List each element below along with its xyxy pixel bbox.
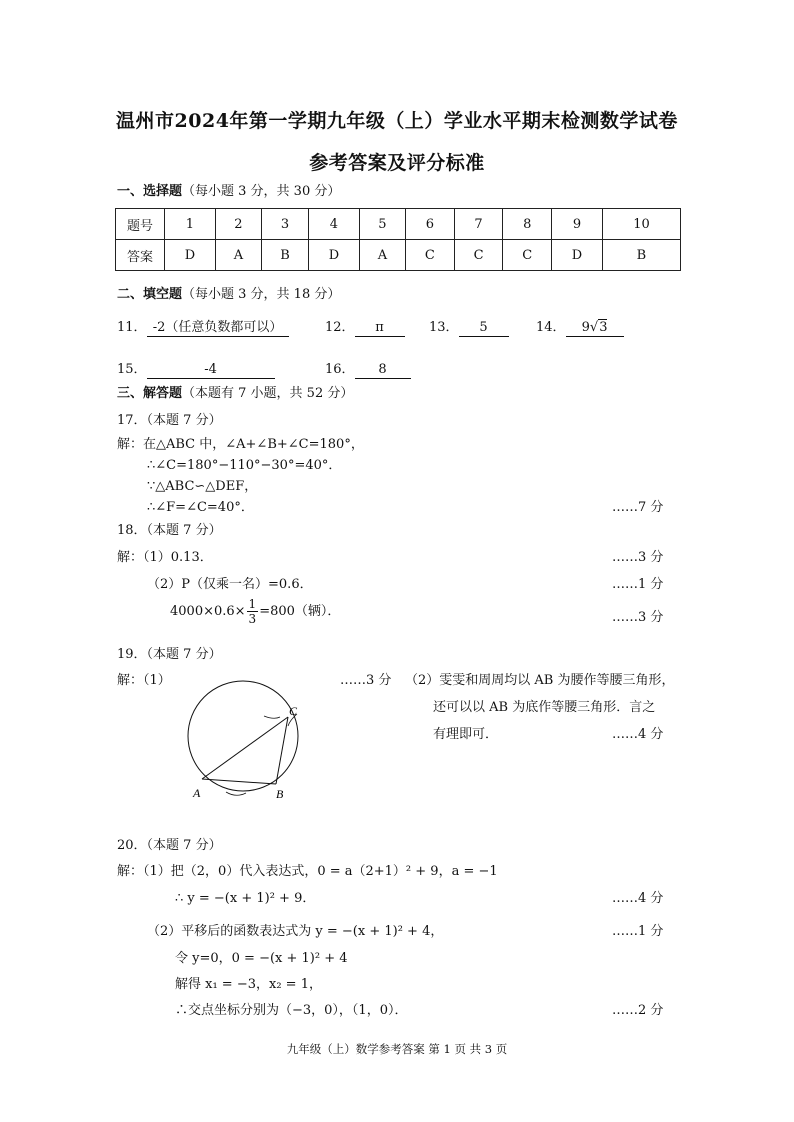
q12-answer: π (355, 320, 405, 337)
q19-part2-line-1: （2）雯雯和周周均以 AB 为腰作等腰三角形， (405, 673, 675, 688)
table-cell: C (406, 240, 455, 271)
fraction-denominator: 3 (248, 612, 257, 626)
q19-part2-line-3: 有理即可． (433, 727, 499, 742)
table-cell: 6 (406, 209, 455, 240)
q20-line-4: 令 y=0，0 = −(x + 1)² + 4 (175, 951, 348, 966)
section-fill-note: （每小题 3 分，共 18 分） (182, 287, 341, 302)
q17-heading: 17．（本题 7 分） (117, 413, 222, 428)
section-solve-title (117, 382, 353, 401)
q12-number: 12． (325, 320, 355, 335)
fraction-numerator: 1 (248, 597, 257, 611)
q13-answer: 5 (459, 320, 509, 337)
table-cell: 8 (503, 209, 552, 240)
q19-score-1: ……3 分 (340, 673, 392, 688)
q19-part2-line-2: 还可以以 AB 为底作等腰三角形．言之 (433, 700, 656, 715)
answer-table-number-row (116, 209, 681, 240)
q20-line-2: ∴ y = −(x + 1)² + 9． (175, 891, 316, 906)
table-cell: 4 (308, 209, 359, 240)
q17-line-3: ∵△ABC∽△DEF， (147, 479, 258, 494)
table-cell: D (308, 240, 359, 271)
q19-score-2: ……4 分 (612, 727, 664, 742)
section-fill-head: 二、填空题 (117, 287, 183, 302)
one-third-fraction (247, 597, 259, 626)
fill-q16 (325, 358, 411, 379)
table-cell: 7 (454, 209, 503, 240)
q18-expression-right: =800（辆）． (259, 604, 341, 619)
table-cell: B (602, 240, 680, 271)
table-cell: C (454, 240, 503, 271)
q14-answer (566, 320, 624, 337)
q11-number: 11． (117, 320, 147, 335)
table-cell: 1 (165, 209, 216, 240)
q17-line-2: ∴∠C=180°−110°−30°=40°． (147, 458, 342, 473)
q18-line-3 (170, 597, 340, 626)
q20-score-3: ……2 分 (612, 1003, 664, 1018)
q18-score-2: ……1 分 (612, 577, 664, 592)
point-label-c: C (289, 704, 298, 718)
section-solve-head: 三、解答题 (117, 386, 183, 401)
q11-answer: -2（任意负数都可以） (147, 320, 289, 337)
fill-q14 (536, 316, 624, 337)
fill-q12 (325, 316, 405, 337)
segment-ac (202, 717, 288, 779)
row-label-answer: 答案 (116, 240, 165, 271)
q20-line-5: 解得 x₁ = −3，x₂ = 1， (175, 977, 322, 992)
q20-line-3: （2）平移后的函数表达式为 y = −(x + 1)² + 4， (147, 924, 444, 939)
fill-q15 (117, 358, 275, 379)
table-cell: B (262, 240, 309, 271)
row-label-number: 题号 (116, 209, 165, 240)
q20-score-2: ……1 分 (612, 924, 664, 939)
section-choice-title (117, 180, 340, 199)
q15-answer: -4 (147, 362, 275, 379)
q14-radicand: 3 (599, 320, 608, 335)
q20-heading: 20．（本题 7 分） (117, 838, 222, 853)
q20-score-1: ……4 分 (612, 891, 664, 906)
document-subtitle: 参考答案及评分标准 (309, 152, 485, 174)
segment-ab (202, 779, 276, 784)
q18-expression-left: 4000×0.6× (170, 604, 246, 619)
table-cell: 2 (215, 209, 261, 240)
table-cell: D (552, 240, 603, 271)
q20-line-6: ∴交点坐标分别为（−3，0），（1，0）． (175, 1003, 408, 1018)
table-cell: D (165, 240, 216, 271)
section-solve-note: （本题有 7 小题，共 52 分） (182, 386, 354, 401)
q18-heading: 18．（本题 7 分） (117, 523, 222, 538)
q18-score-1: ……3 分 (612, 550, 664, 565)
q18-line-2: （2）P（仅乘一名）=0.6． (147, 577, 313, 592)
section-choice-head: 一、选择题 (117, 184, 183, 199)
fill-q11 (117, 316, 289, 337)
section-fill-title (117, 283, 340, 302)
q18-line-1: 解：（1）0.13． (117, 550, 213, 565)
page-footer: 九年级（上）数学参考答案 第 1 页 共 3 页 (286, 1042, 508, 1056)
document-title: 温州市2024年第一学期九年级（上）学业水平期末检测数学试卷 (116, 110, 678, 132)
fill-q13 (429, 316, 509, 337)
q20-line-1: 解：（1）把（2，0）代入表达式，0 = a（2+1）² + 9，a = −1 (117, 864, 498, 879)
circle-triangle-figure (180, 680, 320, 804)
section-choice-note: （每小题 3 分，共 30 分） (182, 184, 341, 199)
table-cell: A (359, 240, 405, 271)
q15-number: 15． (117, 362, 147, 377)
q14-coefficient: 9 (581, 320, 590, 335)
circle-shape (188, 681, 298, 791)
answer-table (115, 208, 681, 271)
answer-table-answer-row (116, 240, 681, 271)
q19-line-1: 解：（1） (117, 673, 171, 688)
q16-answer: 8 (355, 362, 411, 379)
arc-mark-lower (226, 792, 246, 795)
arc-mark-upper (264, 716, 280, 718)
table-cell: A (215, 240, 261, 271)
q17-score: ……7 分 (612, 500, 664, 515)
point-label-a: A (193, 786, 201, 800)
q13-number: 13． (429, 320, 459, 335)
table-cell: 9 (552, 209, 603, 240)
table-cell: 5 (359, 209, 405, 240)
q16-number: 16． (325, 362, 355, 377)
q17-line-4: ∴∠F=∠C=40°． (147, 500, 254, 515)
q14-number: 14． (536, 320, 566, 335)
table-cell: 10 (602, 209, 680, 240)
sqrt-symbol: √ (589, 320, 599, 335)
q19-heading: 19．（本题 7 分） (117, 647, 222, 662)
point-label-b: B (276, 787, 284, 801)
q17-line-1: 解：在△ABC 中，∠A+∠B+∠C=180°， (117, 437, 364, 452)
segment-bc (276, 717, 288, 784)
table-cell: 3 (262, 209, 309, 240)
table-cell: C (503, 240, 552, 271)
q18-score-3: ……3 分 (612, 610, 664, 625)
